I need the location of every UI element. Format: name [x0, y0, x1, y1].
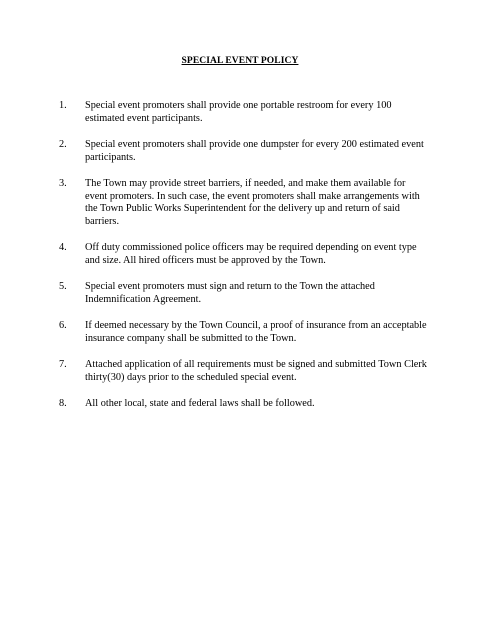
policy-item-6 [59, 320, 429, 345]
item-text: Special event promoters must sign and return to the Town the attached Indemnification Agreement. [85, 281, 375, 305]
item-number: 1. [59, 100, 67, 111]
item-number: 6. [59, 320, 67, 331]
item-text: Special event promoters shall provide one portable restroom for every 100 estimated event participants. [85, 100, 392, 124]
item-text: If deemed necessary by the Town Council, a proof of insurance from an acceptable insurance company shall be submitted to the Town. [85, 320, 427, 344]
policy-list [59, 100, 429, 425]
item-number: 7. [59, 359, 67, 370]
policy-item-5 [59, 281, 429, 306]
item-text: Special event promoters shall provide one dumpster for every 200 estimated event participants. [85, 139, 424, 163]
policy-item-4 [59, 242, 429, 267]
policy-item-8 [59, 398, 429, 411]
policy-item-7 [59, 359, 429, 384]
item-number: 4. [59, 242, 67, 253]
item-text: All other local, state and federal laws shall be followed. [85, 398, 315, 409]
policy-item-2 [59, 139, 429, 164]
policy-item-3 [59, 178, 429, 228]
policy-item-1 [59, 100, 429, 125]
item-text: Attached application of all requirements must be signed and submitted Town Clerk thirty(30) days prior to the scheduled special event. [85, 359, 427, 383]
item-number: 5. [59, 281, 67, 292]
item-number: 2. [59, 139, 67, 150]
item-text: The Town may provide street barriers, if needed, and make them available for event promoters. In such case, the event promoters shall make arrangements with the Town Public Works Superintendent for the delivery up and return of said barriers. [85, 178, 420, 227]
document-title: SPECIAL EVENT POLICY [181, 56, 299, 66]
item-number: 3. [59, 178, 67, 189]
item-text: Off duty commissioned police officers may be required depending on event type and size. All hired officers must be approved by the Town. [85, 242, 417, 266]
item-number: 8. [59, 398, 67, 409]
